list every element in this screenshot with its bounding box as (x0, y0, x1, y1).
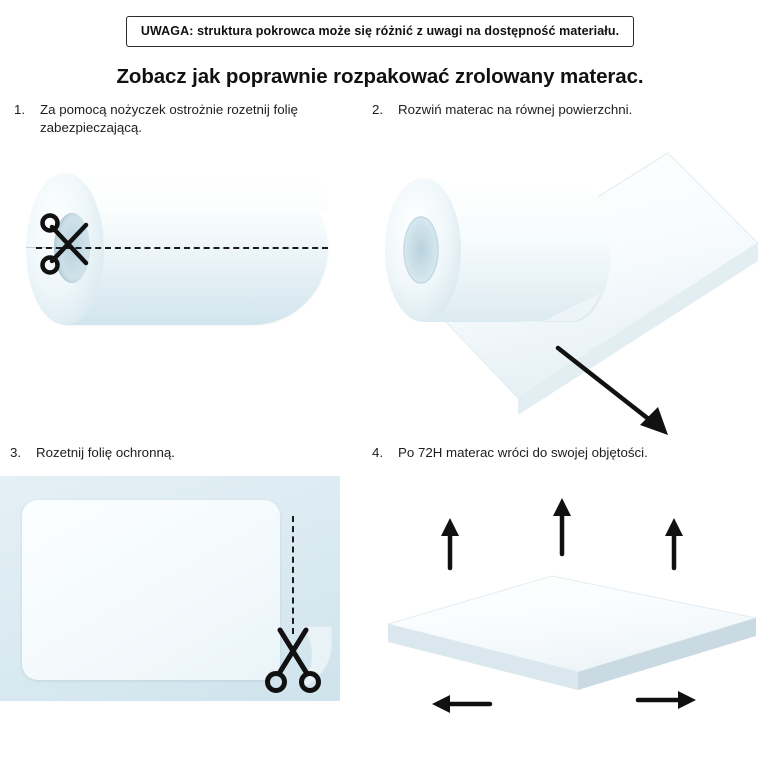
step-1-text: Za pomocą nożyczek ostrożnie rozetnij folię zabezpieczającą. (40, 102, 298, 135)
arrow-up-icon (441, 518, 459, 568)
arrow-up-icon (665, 518, 683, 568)
step-4-number: 4. (372, 445, 384, 460)
step-1-illustration (18, 151, 348, 361)
step-3-number: 3. (10, 445, 22, 460)
step-3-illustration (0, 476, 340, 716)
page-title: Zobacz jak poprawnie rozpakować zrolowany materac. (116, 65, 644, 88)
arrow-left-icon (432, 695, 490, 713)
dashed-cut-line (292, 516, 294, 634)
mattress-top-face (388, 576, 756, 672)
step-3 (10, 444, 360, 716)
step-1-header (14, 101, 364, 137)
mattress-roll-highlight (64, 173, 328, 213)
step-3-text: Rozetnij folię ochronną. (36, 445, 175, 460)
notice-text: UWAGA: struktura pokrowca może się różnić z uwagi na dostępność materiału. (126, 16, 634, 47)
step-2-number: 2. (372, 102, 384, 117)
arrow-right-icon (638, 691, 696, 709)
step-2-header (372, 101, 752, 119)
step-2 (372, 101, 752, 433)
step-2-illustration (368, 133, 758, 433)
notice-banner (0, 0, 760, 47)
step-4-header (372, 444, 752, 462)
scissors-icon (40, 213, 92, 275)
scissors-icon (262, 624, 324, 696)
step-4 (372, 444, 752, 706)
step-1 (14, 101, 364, 361)
arrow-up-icon (553, 498, 571, 554)
step-2-text: Rozwiń materac na równej powierzchni. (398, 102, 633, 117)
step-4-text: Po 72H materac wróci do swojej objętości. (398, 445, 648, 460)
step-4-illustration (366, 476, 756, 706)
step-1-number: 1. (14, 102, 26, 117)
arrow-down-left-icon (558, 348, 668, 435)
step-3-header (10, 444, 360, 462)
